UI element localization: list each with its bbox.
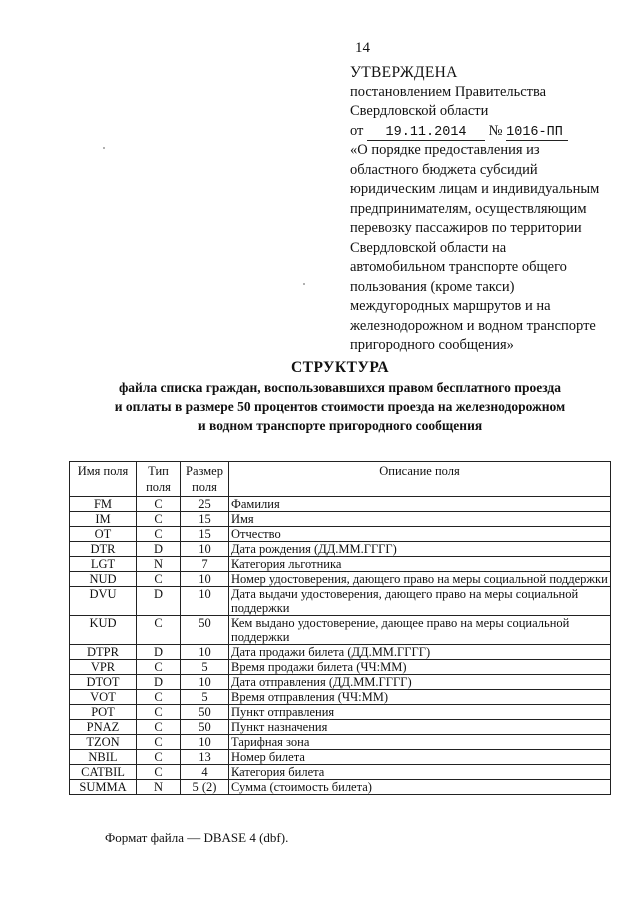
field-description: Дата рождения (ДД.ММ.ГГГГ) [229,542,611,557]
approval-date-line [350,122,635,142]
date-prefix: от [350,122,364,139]
field-type: C [137,765,181,780]
table-row [70,690,611,705]
field-size: 15 [181,512,229,527]
field-size: 5 [181,690,229,705]
field-description: Номер билета [229,750,611,765]
field-size: 5 [181,660,229,675]
field-type: N [137,780,181,795]
file-format-note: Формат файла — DBASE 4 (dbf). [105,830,289,845]
field-size: 10 [181,645,229,660]
field-type: C [137,660,181,675]
table-row [70,527,611,542]
table-row [70,645,611,660]
structure-subtitle-line: файла списка граждан, воспользовавшихся правом бесплатного проезда [118,380,562,395]
number-prefix: № [488,122,503,139]
field-size: 10 [181,542,229,557]
field-name: DTOT [70,675,137,690]
field-name: LGT [70,557,137,572]
field-name: DTR [70,542,137,557]
field-description: Время продажи билета (ЧЧ:ММ) [229,660,611,675]
field-description: Имя [229,512,611,527]
field-name: POT [70,705,137,720]
field-type: D [137,542,181,557]
field-type: C [137,750,181,765]
field-type: C [137,497,181,512]
field-description: Кем выдано удостоверение, дающее право на меры социальной поддержки [229,616,611,645]
table-row [70,765,611,780]
structure-title: СТРУКТУРА [290,359,390,376]
field-description: Пункт назначения [229,720,611,735]
table-row [70,705,611,720]
fields-table [69,461,611,795]
approval-heading: УТВЕРЖДЕНА [350,64,458,81]
field-type: C [137,527,181,542]
approval-title-line: пригородного сообщения» [350,337,514,353]
approval-title-line: областного бюджета субсидий [350,161,538,178]
field-description: Время отправления (ЧЧ:ММ) [229,690,611,705]
field-name: OT [70,527,137,542]
header-name: Имя поля [70,462,137,497]
field-type: C [137,572,181,587]
table-row [70,750,611,765]
approval-date: 19.11.2014 [367,125,485,141]
table-row [70,720,611,735]
field-description: Отчество [229,527,611,542]
approval-title-line: «О порядке предоставления из [350,142,540,158]
table-row [70,675,611,690]
field-size: 10 [181,572,229,587]
header-description: Описание поля [229,462,611,497]
table-row [70,735,611,750]
field-size: 10 [181,675,229,690]
field-size: 15 [181,527,229,542]
field-name: DTPR [70,645,137,660]
field-size: 10 [181,587,229,616]
field-description: Категория билета [229,765,611,780]
approval-title [350,141,635,356]
field-description: Фамилия [229,497,611,512]
approval-title-line: железнодорожном и водном транспорте [350,317,596,334]
table-row [70,512,611,527]
field-description: Дата продажи билета (ДД.ММ.ГГГГ) [229,645,611,660]
field-type: D [137,675,181,690]
structure-subtitle-line: и оплаты в размере 50 процентов стоимости проезда на железнодорожном [114,399,566,414]
approval-line: постановлением Правительства [350,83,547,100]
field-name: VPR [70,660,137,675]
field-name: NBIL [70,750,137,765]
table-row [70,660,611,675]
header-size: Размер поля [181,462,229,497]
field-description: Тарифная зона [229,735,611,750]
field-name: SUMMA [70,780,137,795]
table-header-row [70,462,611,497]
field-name: KUD [70,616,137,645]
page-number: 14 [355,40,370,56]
field-size: 5 (2) [181,780,229,795]
scan-speck [103,147,105,149]
field-type: D [137,645,181,660]
field-name: VOT [70,690,137,705]
field-size: 50 [181,616,229,645]
field-description: Дата отправления (ДД.ММ.ГГГГ) [229,675,611,690]
field-type: C [137,616,181,645]
approval-line: Свердловской области [350,103,489,119]
field-type: C [137,735,181,750]
table-row [70,780,611,795]
field-size: 50 [181,720,229,735]
approval-title-line: юридическим лицам и индивидуальным [350,181,600,197]
field-type: D [137,587,181,616]
field-description: Дата выдачи удостоверения, дающего право на меры социальной поддержки [229,587,611,616]
approval-title-line: перевозку пассажиров по территории [350,220,582,236]
approval-title-line: предпринимателям, осуществляющим [350,200,587,217]
table-row [70,557,611,572]
field-type: C [137,720,181,735]
field-description: Пункт отправления [229,705,611,720]
approval-number: 1016-ПП [506,125,568,141]
field-size: 13 [181,750,229,765]
field-type: C [137,690,181,705]
field-description: Категория льготника [229,557,611,572]
approval-block [350,63,635,356]
approval-title-line: автомобильном транспорте общего [350,259,567,275]
structure-subtitle [40,378,640,435]
field-description: Сумма (стоимость билета) [229,780,611,795]
table-row [70,587,611,616]
field-size: 4 [181,765,229,780]
structure-subtitle-line: и водном транспорте пригородного сообщения [197,418,483,433]
field-type: C [137,512,181,527]
field-name: PNAZ [70,720,137,735]
table-row [70,542,611,557]
field-description: Номер удостоверения, дающего право на меры социальной поддержки [229,572,611,587]
approval-title-line: Свердловской области на [350,239,507,256]
structure-heading [40,358,640,435]
field-size: 25 [181,497,229,512]
field-size: 7 [181,557,229,572]
field-type: C [137,705,181,720]
field-size: 10 [181,735,229,750]
scan-speck [303,283,305,285]
header-type: Тип поля [137,462,181,497]
field-name: NUD [70,572,137,587]
field-name: CATBIL [70,765,137,780]
field-name: TZON [70,735,137,750]
field-name: DVU [70,587,137,616]
table-row [70,497,611,512]
approval-title-line: междугородных маршрутов и на [350,298,551,314]
field-type: N [137,557,181,572]
table-row [70,572,611,587]
approval-title-line: пользования (кроме такси) [350,278,515,295]
field-name: IM [70,512,137,527]
field-size: 50 [181,705,229,720]
field-name: FM [70,497,137,512]
table-row [70,616,611,645]
